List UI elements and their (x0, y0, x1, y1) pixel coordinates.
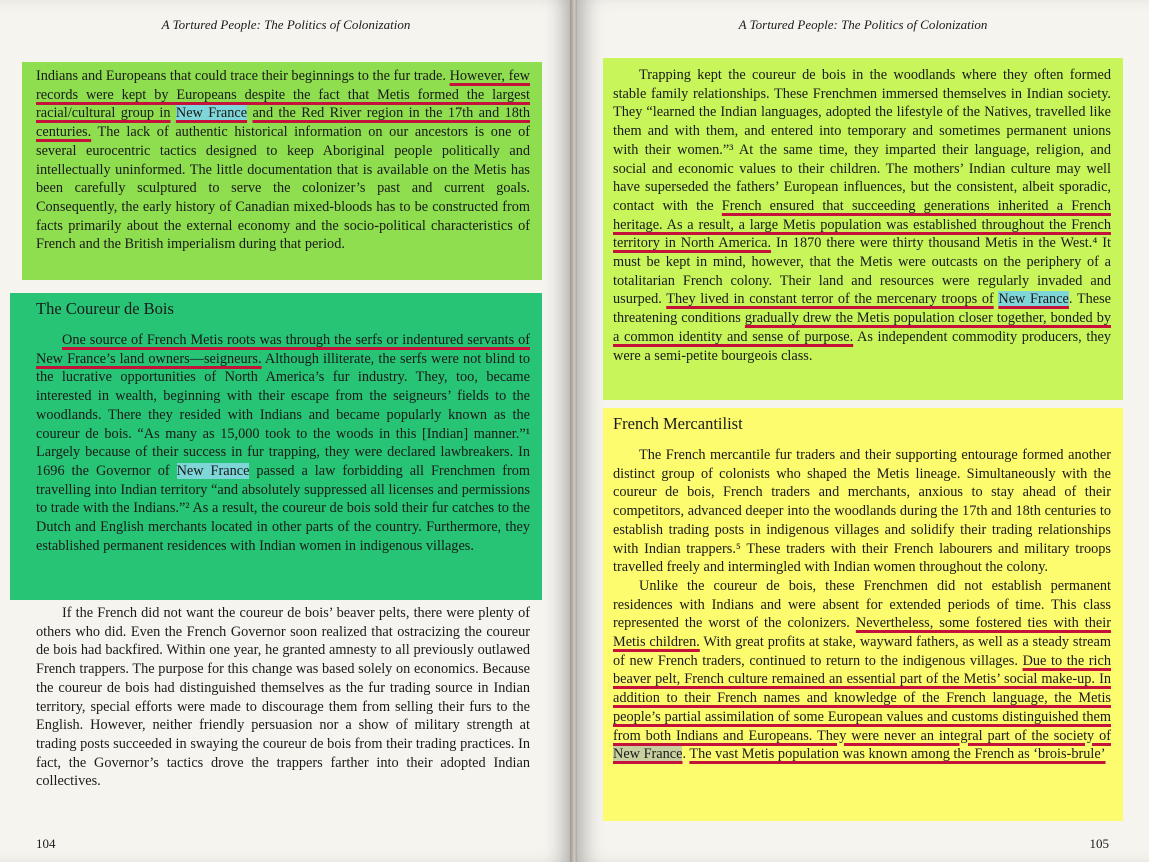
running-header: A Tortured People: The Politics of Colonization (738, 17, 988, 32)
section-heading: French Mercantilist (613, 414, 743, 433)
underlined-text: Nevertheless, some fostered ties with their Metis children. (613, 615, 1112, 651)
section-heading: The Coureur de Bois (36, 299, 174, 318)
new-france-highlight: New France (175, 105, 248, 122)
underlined-text: French ensured that succeeding generations inherited a French heritage. As a result, a large Metis population was established throughout the French territory in North America. (613, 197, 1111, 252)
underlined-text: One source of French Metis roots was through the serfs or indentured servants of New France’s land owners—seigneurs. (36, 332, 530, 367)
paragraph: One source of French Metis roots was through the serfs or indentured servants of New France’s land owners—seigneurs. Although illiterate, the serfs were not blind to the lucrative opportunities of North America’s fur industry. They, too, became interested in wealth, beginning with their escape from the seigneurs’ fields to the woodlands. There they resided with Indians and became popularly known as the coureur de bois. “As many as 15,000 took to the woods in this [Indian] manner.”¹ Largely because of their success in fur trapping, they were declared lawbreakers. In 1696 the Governor of New France passed a law forbidding all Frenchmen from travelling into Indian territory “and absolutely suppressed all licenses and permissions to trade with the Indians.”² As a result, the coureur de bois sold their fur catches to the Dutch and English merchants located in other parts of the country. Furthermore, they established permanent residences with Indian women in indigenous villages. (36, 332, 531, 554)
highlight-block-teal (10, 293, 542, 600)
plain-text-block (36, 604, 530, 791)
highlight-block-lime (603, 58, 1123, 400)
page-number: 104 (36, 836, 56, 851)
underlined-text: They lived in constant terror of the mercenary troops of (666, 291, 994, 308)
left-page (0, 0, 572, 862)
underlined-text: However, few records were kept by Europeans despite the fact that Metis formed the largest racial/cultural group in (36, 68, 531, 122)
highlight-block-yellow (603, 408, 1123, 821)
paragraph: Indians and Europeans that could trace their beginnings to the fur trade. However, few records were kept by Europeans despite the fact that Metis formed the largest racial/cultural group in New France and the Red River region in the 17th and 18th centuries. The lack of authentic historical information on our ancestors is one of several eurocentric tactics designed to keep Aboriginal people politically and intellectually uninformed. The little documentation that is available on the Metis has been carefully sculptured to serve the colonizer’s past and current goals. Consequently, the early history of Canadian mixed-bloods has to be constructed from facts primarily about the external economy and the socio-political characteristics of French and the British imperialism during that period. (36, 68, 531, 253)
underlined-text: gradually drew the Metis population closer together, bonded by a common identity and sense of purpose. (613, 310, 1112, 345)
paragraph: The French mercantile fur traders and their supporting entourage formed another distinct group of colonists who shaped the Metis lineage. Simultaneously with the coureur de bois, French traders and merchants, anxious to stay ahead of their competitors, advanced deeper into the woodlands during the 17th and 18th centuries to establish trading posts in indigenous villages and solidify their trading relationships with Indian trappers.⁵ These traders with their French labourers and military troops travelled freely and intermingled with Indian women throughout the colony. (613, 447, 1111, 576)
paragraph: Unlike the coureur de bois, these Frenchmen did not establish permanent residences with Indians and were absent for extended periods of time. This class represented the worst of the colonizers. Nevertheless, some fostered ties with their Metis children. With great profits at stake, wayward fathers, as well as a steady stream of new French traders, continued to return to the indigenous villages. Due to the rich beaver pelt, French culture remained an essential part of the Metis’ social make-up. In addition to their French names and knowledge of the French language, the Metis people’s partial assimilation of some European values and customs distinguished them from both Indians and Europeans. They were never an integral part of the society of New France. The vast Metis population was known among the French as ‘brois-brule’ (613, 577, 1112, 763)
underlined-text: The vast Metis population was known among the French as ‘brois-brule’ (689, 746, 1106, 763)
new-france-highlight: New France (613, 746, 683, 763)
underlined-text: and the Red River region in the 17th and 18th centuries. (36, 105, 530, 141)
paragraph: If the French did not want the coureur de bois’ beaver pelts, there were plenty of others who did. Even the French Governor soon realized that ostracizing the coureur de bois had backfired. Within one year, he granted amnesty to all previously outlawed French trappers. The purpose for this change was based solely on economics. Because the coureur de bois had distinguished themselves as the fur trading source in Indian territory, special efforts were made to discourage them from selling their furs to the English. However, neither friendly persuasion nor a show of military strength at trading posts succeeded in swaying the coureur de bois from their trading practices. In fact, the Governor’s tactics drove the trappers farther into their adopted Indian collectives. (36, 605, 530, 790)
running-header: A Tortured People: The Politics of Colonization (161, 17, 411, 32)
page-number: 105 (1089, 836, 1109, 851)
new-france-highlight: New France (176, 462, 250, 479)
underlined-text: Due to the rich beaver pelt, French culture remained an essential part of the Metis’ social make-up. In addition to their French names and knowledge of the French language, the Metis people’s partial assimilation of some European values and customs distinguished them from both Indians and Europeans. They were never an integral part of the society of (613, 652, 1112, 744)
highlight-block-green (22, 62, 542, 280)
paragraph: Trapping kept the coureur de bois in the woodlands where they often formed stable family relationships. These Frenchmen immersed themselves in Indian society. They “learned the Indian languages, adopted the lifestyle of the Natives, travelled like them and with them, and entered into temporary and sometimes permanent unions with their women.”³ At the same time, they imparted their language, religion, and social and economic values to their children. The mothers’ Indian culture may well have superseded the fathers’ European influences, but the consistent, albeit sporadic, contact with the French ensured that succeeding generations inherited a French heritage. As a result, a large Metis population was established throughout the French territory in North America. In 1870 there were thirty thousand Metis in the West.⁴ It must be kept in mind, however, that the Metis were outcasts on the periphery of a totalitarian French colony. Their land and resources were regularly invaded and usurped. They lived in constant terror of the mercenary troops of New France. These threatening conditions gradually drew the Metis population closer together, bonded by a common identity and sense of purpose. As independent commodity producers, they were a semi-petite bourgeois class. (613, 67, 1112, 364)
new-france-highlight: New France (998, 291, 1069, 308)
right-page (577, 0, 1149, 862)
